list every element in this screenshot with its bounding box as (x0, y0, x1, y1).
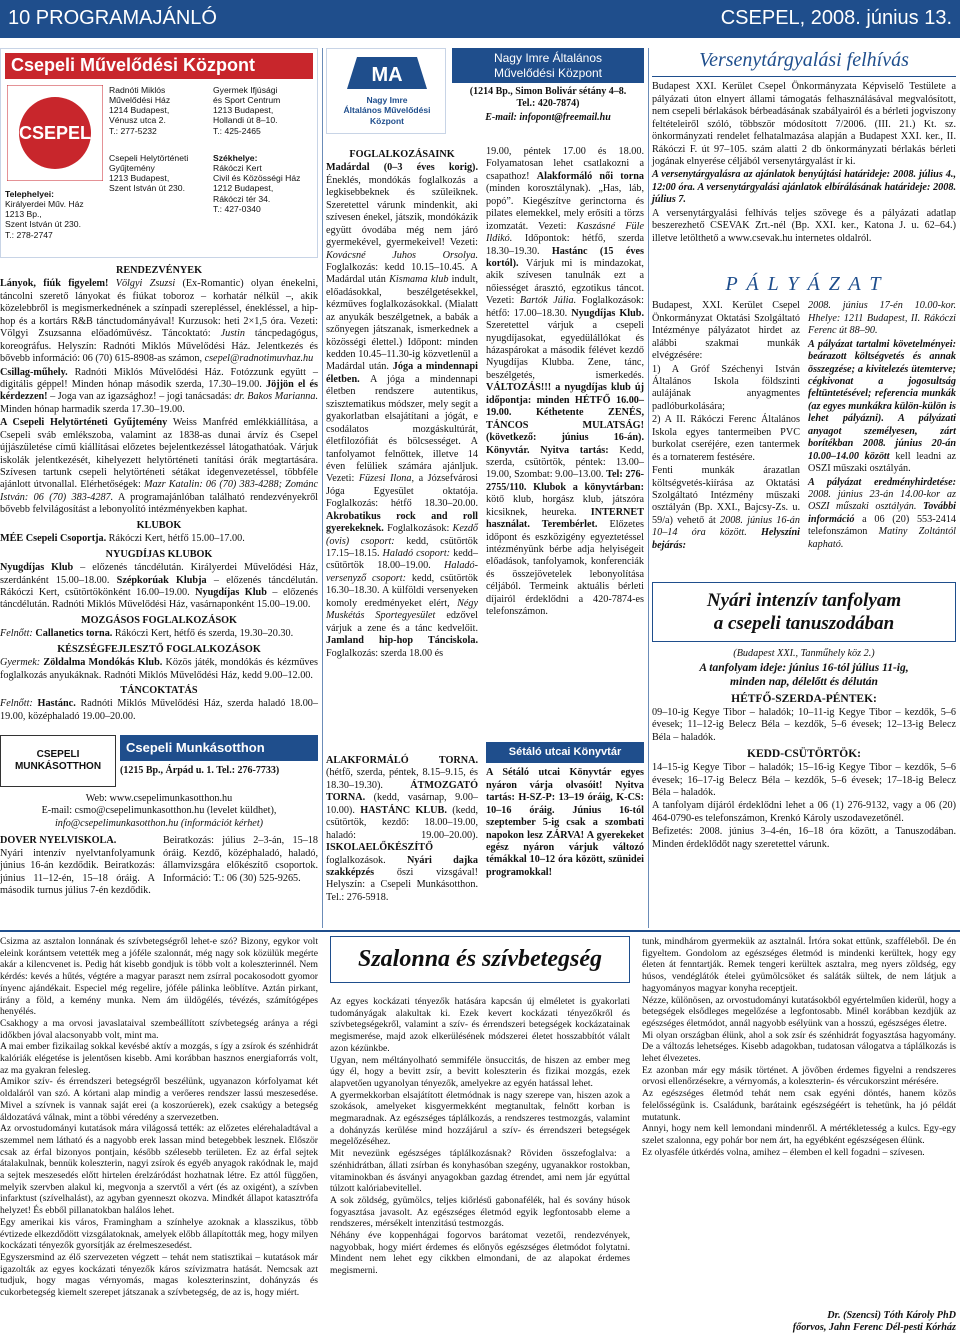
ma-col1-9-i: Négy Muskétás Sportegyesület (326, 597, 478, 622)
ma-col1-9-t: edzővel várjuk a zene és a tánc kedvelőit. (326, 610, 478, 634)
ma-col1-8-t: kedd, csütörtök 16.30–18.30. A külföldi versenyeken komoly eredményeket elért, (326, 572, 479, 609)
szekhelye-address: Rákóczi Kert Civil és Közösségi Ház 1212 Budapest, Rákóczi tér 34. T.: 427-0340 (213, 163, 301, 214)
ma-col1-6-t: kedd, csütörtök 17.15–18.15. (326, 535, 478, 559)
dover-right: Beiratkozás: július 2–3-án, 15–18 óráig. Kezdő, középhaladó, haladó, államvizsgára előkészítő csoportok. Információ: T.: 06 (30) 525-9265. (163, 835, 318, 884)
ma-col2-1-b: Alakformáló női torna (536, 170, 644, 182)
uszoda-addr: (Budapest XXI., Tanműhely köz 2.) (733, 648, 875, 660)
ma-col1-2-i: Kismama klub (389, 274, 452, 286)
ma-col1b-text (326, 755, 478, 904)
p3-lead: A Csepeli Helytörténeti Gyűjtemény (0, 417, 168, 429)
uszoda-info: A tanfolyam díjáról érdeklődni lehet a 06 (1) 276-9132, vagy a 06 (20) 464-0790-es telefonszámon, Krenkó Károly uszodavezetőnél. (652, 800, 956, 824)
ma-col1b-4-b: Nyári dajka szakképzés (326, 854, 478, 878)
helytorteneti-address: Csepeli Helytörténeti Gyűjtemény 1213 Budapest, Szent István út 230. (109, 153, 189, 194)
csmk-banner: Csepeli Munkásotthon (120, 735, 318, 761)
setalo-title: Sétáló utcai Könyvtár (486, 742, 644, 763)
ma-col1b-2-b: HASTÁNC KLUB. (360, 804, 453, 816)
ma-col2-7-b: Könyvtár. Nyitva tartás: (486, 444, 620, 456)
ma-col1-4-i: Füzesi Ilona, (358, 473, 419, 485)
nyugd2-lead: Nyugdíjas Klub (195, 586, 267, 598)
svg-text:CSEPEL: CSEPEL (18, 123, 92, 143)
mozgasos-text: Rákóczi Kert, hétfő és szerda, 19.30–20.30. (114, 628, 294, 640)
palyazat-right3: 2008. június 23-án 14.00-kor az OSZI műszaki osztályán. (808, 488, 956, 513)
ma-col2-3-b: Hastánc (15 éves kortól). (486, 245, 644, 269)
ma-col1-3-t: A jóga a mindennapi életben rendszere autentikus, szisztematikus módszer, mely segít a gyakorlatban elsajátítani a jógát, e csodálatos mozgáskultúrát, életfilozófiát és bölcsességet. A tanfolyamot felnőttek, illetve 14 éven felüliek számára ajánljuk. Vezeti: (326, 373, 478, 485)
ma-col1-3-b: Jóga a mindennapi életben. (326, 361, 478, 385)
ma-col1-6-i: Kezdő (ovis) csoport: (326, 523, 479, 547)
ma-col2-0-t: 19.00, péntek 17.00 és 18.00. Folyamatosan lehet csatlakozni a csapathoz! (486, 146, 644, 182)
cmk-title: Csepeli Művelődési Központ (5, 53, 313, 79)
keszseg-lead: Gyermek: (0, 657, 41, 669)
uszoda-hsp: HÉTFŐ-SZERDA-PÉNTEK: (731, 692, 877, 705)
ma-col1b-1-t: (kedd, vasárnap, 9.00–10.00). (326, 792, 479, 816)
ma-col2-2-t: Időpontok: hétfő, szerda 18.30–19.30. (486, 233, 644, 257)
p3-names: Mazr Katalin: 06 (70) 383-4288; Zománc István: 06 (70) 383-4287. (0, 479, 319, 503)
ma-col1-5-b: Akrobatikus rock and roll gyerekeknek. (326, 510, 478, 535)
ma-col1-0-t: Éneklés, mondókás foglalkozás a legkisebbeknek és szüleiknek. Szeretettel várunk mindenkit, aki szívesen énekel, játszik, mondókázik együtt óvodába még nem járó gyermekével, gyermekeivel! Vezeti: (326, 174, 478, 249)
szalonna-author-box (642, 1310, 956, 1335)
ma-col1-7-t: kedd–csütörtök 18.00–19.00. (326, 548, 478, 572)
szep-lead: Szépkorúak Klubja (116, 574, 207, 586)
tanc-title: TÁNCOKTATÁS (120, 685, 198, 696)
tanc-text: Radnóti Miklós Művelődési Ház, szerda haladó 18.00–19.00, középhaladó 19.00–20.00. (0, 698, 318, 722)
ma-col1-0-b: Madárdal (0–3 éves korig). (326, 162, 478, 174)
uszoda-kcs: KEDD-CSÜTÖRTÖK: (747, 748, 861, 761)
ma-col2-5-t: Szeretettel várjuk a csepeli nyugdíjasokat, egyedülállókat és házaspárokat a második félévet kezdő Nyugdíjas Klubba. Zene, tánc, beszélgetés, ismerkedés. (486, 320, 644, 381)
cmk-info-box (0, 48, 318, 258)
setalo-box (486, 742, 644, 880)
palyazat-item2: 2) A II. Rákóczi Ferenc Általános Iskola egyes tantermeiben PVC burkolat cseréjére, ezen tantermek és a tornaterem festésére. (652, 414, 800, 463)
csmk-web[interactable]: Web: www.csepelimunkasotthon.hu (85, 793, 233, 804)
dover-title: DOVER NYELVISKOLA. (0, 835, 117, 847)
ma-col2-4-i: Bartók Júlia. (519, 295, 582, 307)
telephelyei-label: Telephelyei: (5, 189, 55, 199)
mozgasos-bold: Callanetics torna. (35, 628, 113, 640)
klubok-lead: MÉE Csepeli Csoportja. (0, 533, 107, 545)
section-divider (0, 930, 960, 932)
ma-col1b-1-b: ÁTMOZGATÓ TORNA. (326, 779, 478, 804)
rendezvenyek-section (0, 262, 318, 724)
ma-col1 (326, 146, 478, 661)
column-divider-1 (322, 48, 323, 928)
p2: Radnóti Miklós Művelődési Ház. Fotózzunk együtt – digitális géppel! Minden hónap második szerda, 17.30–19.00. (0, 366, 319, 390)
nyugd2-text: – előzenés táncdélután. Radnóti Miklós Művelődési Ház, vasárnaponként 15.00–19.00. (0, 586, 319, 611)
klubok-title: KLUBOK (136, 519, 182, 531)
column-divider-2 (648, 48, 649, 928)
mozgasos-lead: Felnőtt: (0, 628, 33, 640)
szekhelye-label: Székhelye: (213, 153, 258, 163)
verseny-title: Versenytárgyalási felhívás (652, 48, 956, 77)
p1-rest: (Ex-Romantic) olyan énekelni, táncolni szerető lányokat és fiúkat toboroz – korhatár nélkül –, akik közelebbről is megismerkednének a színpadi szerepléssel, énekléssel, a hip-hop és a kortárs R&B tánctudományával! Kurzusok: heti 2×1,5 óra. Vezeti: Völgyi Zsuzsanna előadóművész. Táncoktató: (0, 278, 319, 340)
csmk-address: (1215 Bp., Árpád u. 1. Tel.: 276-7733) (120, 764, 280, 776)
keszseg-bold: Zöldalma Mondókás Klub. (43, 657, 163, 669)
palyazat-right3-c: a 06 (20) 553-2414 telefonszámon (808, 513, 957, 538)
p2b: – Joga van az igazsághoz! – jogi tanácsadás: (50, 391, 232, 403)
ma-banner: Nagy Imre Általános Művelődési Központ (452, 48, 644, 83)
uszoda-lead: A tanfolyam ideje: június 16-tól július 11-ig, minden nap, délelőtt és délután (699, 661, 909, 688)
p3-end: A programajánlóban található rendezvényekről bővebb felvilágosítást a lebonyolító intézményekben kaphat. (0, 491, 319, 516)
csmk-section (0, 735, 318, 899)
ma-col2-4-t: Foglalkozások: hétfő: 17.00–18.30. (486, 295, 644, 319)
verseny-text2: A versenytárgyalásra az ajánlatok benyújtási határideje: 2008. július 4., 12:00 óra. A versenytárgyalási ajánlatok elbírálásának határideje: 2008. július 7. (652, 169, 956, 206)
p3: Weiss Manfréd emlékkiállítása, a Csepeli sváb emlékszoba, valamint az 1838-as dunai árvíz és Csepel újjászületése című kiállításai előzetes bejelentkezéssel látogathatóak. Várjuk iskolák jelentkezését, kihelyezett helytörténeti tanítási órák megtartására. Szívesen tartunk csepeli helytörténeti sétákat idegenvezetéssel, többféle ajánlott útvonallal. Elérhetőségek: (0, 417, 318, 491)
palyazat-right2: A pályázat tartalmi követelményei: beárazott költségvetés és annak összegzése; a kivitelezés ütemterve; cégkivonat a jogosultság feltüntetésével; referencia munkák (az egyes munkákra külön-külön is lehet pályázni). A pályázati anyagot személyesen, zárt borítékban (808, 338, 956, 450)
keszseg-title: KÉSZSÉGFEJLESZTŐ FOGLALKOZÁSOK (57, 643, 261, 655)
ma-col2-10-t: Előzetes időpont és eszközigény egyeztetéssel intézményünk bérbe adja helyiségeit előadások, tanfolyamok, konferenciák és összejövetelek lebonyolítása céljából. Termeink aktuális bérleti díjairól érdeklődni a 420-7874-es telefonszámon. (486, 519, 644, 618)
ma-col1-text (326, 162, 478, 660)
p1-email[interactable]: csepel@radnotimuvhaz.hu (204, 353, 314, 365)
ma-col1b-4-t: őszi vizsgával! Helyszín: a Csepeli Munkásotthon. Tel.: 276-5918. (326, 866, 479, 903)
verseny-section (652, 48, 956, 246)
palyazat-right3-name: Matiny Zoltántól kapható. (808, 526, 956, 550)
nyugdijas-text: – előzenés táncdélután. Királyerdei Művelődési Ház, szerdánként 15.00–18.00. (0, 562, 318, 586)
ma-col2-7-t: Kedd, szerda, csütörtök, péntek: 13.00–19.00, Szombat: 9.00–13.00. (486, 444, 644, 481)
p1-name: Völgyi Zsuzsi (115, 278, 176, 290)
ma-col1-8-i: Haladó-versenyző csoport: (326, 560, 478, 584)
nyugdijas-lead: Nyugdíjas Klub (0, 562, 74, 574)
ma-title: FOGLALKOZÁSAINK (349, 149, 455, 160)
keszseg-text: Közös játék, mondókás és kézműves foglalkozás anyukáknak. Radnóti Miklós Művelődési Ház, kedd 9.00–12.00. (0, 657, 318, 681)
page-header (0, 0, 960, 38)
ma-col1b-3-b: ISKOLAELŐKÉSZÍTŐ (326, 842, 434, 854)
ma-col2-6-b: VÁLTOZÁS!!! a nyugdíjas klub új időpontja: minden HÉTFŐ 16.00–19.00. Kéthetente ZENÉS, TÁNCOS MULATSÁG! (következő: június 16-án). (486, 382, 644, 444)
szalonna-left-text: Csizma az asztalon lonnának és szívbetegségről lehet-e szó? Bizony, egykor volt eleink korántsem vetették meg a jóféle szalonnát, még nagy sok közülük megérte akár a kilencvenet is. Pedig hát kisebb gondjuk is több volt a koleszterinnél. Nem kérdés: kevés a hűtés, végtére a magyar paraszt nem zsírral pocakosodott gyomor ínyenc ajándékait. Especiel még regelire, jóféle pálinka leöblítve. Aztán pirkant, irány a föld, a kemény munka. Nem ám üldögélés, tévézés, számítógépes henyélés. Csakhogy a ma orvosi javaslataival szembeállított szívbetegség aránya a régi időkben jóval alacsonyabb volt, mint ma. A mai ember fizikailag sokkal kevésbé aktív a mozgás, s így a zsírok és szénhidrát kalóriák elégetése is jelentősen kisebb. Ami korábban hasznos energiaforrás volt, az ma gyakran felesleg. Amikor szív- és érrendszeri betegségről beszélünk, ugyanazon kórfolyamat két oldaláról van szó. A kórtani alap mindig a verőeres rendszer lassú meszesedése. Mivel a szívnek is vannak saját erei (a koszorúerek), ezek csakúgy a betegség áldozatává válnak, mint a többi véredény a szervezetben. Az orvostudományi kutatások mára világossá tették: az előzetes elérehaladtával a szemmel nem látható és a nagyobb erek lassan mind betegebbek lesznek. Először csak az érfal bizonyos pontjain, később szélesebb területen. Ez az érfal sejtek átalakulnak, bennük koleszterin, nagyi zsírok és egyéb anyagok rakódnak le, majd a sejtek meszesedés előtt hirtelen érelzáródást hozhatnak létre. Ez attól függően, melyik szervben alakul ki, megvonja a szervtől a vért (és az oxigént), a szívben infarktust (szívelhalást), az agyban gyenneszt okozva. Mindkét állapot katasztrófa helyzet! És ebből pillanatokban halálos lehet. Egy amerikai kis város, Framingham a színhelye azoknak a klasszikus, több évtizede elkezdődött vizsgálatoknak, amelyek előbb állapították meg, hogy milyen kockázati tényezők gyorsítják az érelmeszesedést. Egyszersmind az élő szervezeten végzett – tehát nem statisztikai – kutatások már igazolták az egyes kockázati tényezők káros szívizmatra hatását. Nemcsak azt tudjuk, hogy magas vérnyomás, magas koleszterinszint, dohányzás és cukorbetegség kiemelt szerepet játszanak a szívbetegség, de az is, hogy miért. (0, 936, 318, 1299)
ma-col2-text (486, 146, 644, 619)
setalo-text: A Sétáló utcai Könyvtár egyes nyáron várja olvasóit! Nyitva tartás: H-SZ-P: 13–19 óráig, K-CS: 10–16 óráig. Június 16-tól szeptember 5-ig csak a szombati napokon lesz ZÁRVA! A gyerekeket egész nyáron várjuk változó témákkal 10–12 óra között, szünidei programokkal! (486, 767, 644, 878)
palyazat-right2-b: 2008. június 20-án 10.00–14.00 között (808, 438, 956, 462)
ma-col2-1-t: (minden korosztálynak). „Has, láb, popó”. Kiegészítve gerinctorna és pilates elemekkel, mely erősíti a törzs izomzatát. Vezeti: (486, 183, 644, 232)
palyazat-left: Budapest, XXI. Kerület Csepel Önkormányzat Oktatási Szolgáltató Intézménye pályázatot hirdet az alábbi szakmai munkák elvégzésére: (652, 300, 800, 362)
ma-col1b-3-t: foglalkozások. (326, 854, 407, 866)
ma-col1-10-b: Jamland hip-hop Tánciskola. (326, 635, 478, 647)
ma-col2-8-t: kötő klub, horgász klub, játszóra kicsiknek, heureka. (486, 494, 644, 518)
uszoda-section (652, 582, 956, 852)
mozgasos-title: MOZGÁSOS FOGLALKOZÁSOK (81, 614, 237, 626)
ma-address: (1214 Bp., Simon Bolivár sétány 4–8. Tel.: 420-7874) (469, 86, 627, 110)
verseny-text1: Budapest XXI. Kerület Csepel Önkormányzata Képviselő Testülete a pályázati úton elnyert állami támogatás felhasználásával megvalósított, nem csepeli bérlakások bérbeadásának szabályairól és a bérleti jogviszony feltételeiről szóló, többször módosított 7/2006. (III. 21.) Kt. sz. önkormányzati rendelet felhatalmazása alapján a Budapest XXI. ker., II. Rákóczi F. út 97–105. szám alatti 2 db önkormányzati bérlakás bérleti jogának elnyerése céljából versenytárgyalást ír ki. (652, 81, 956, 168)
ma-col1b-0-b: ALAKFORMÁLÓ TORNA. (326, 755, 478, 766)
palyazat-right2-c: kell leadni az OSZI műszaki osztályán. (808, 450, 956, 475)
szalonna-author: Dr. (Szencsi) Tóth Károly PhD (827, 1310, 956, 1321)
ma-col2 (486, 146, 644, 620)
tanc-bold: Hastánc. (37, 698, 76, 710)
issue-date: CSEPEL, 2008. június 13. (720, 7, 952, 29)
szalonna-author-title: főorvos, Jahn Ferenc Dél-pesti Kórház (792, 1322, 956, 1334)
szalonna-left (0, 936, 318, 1336)
csmk-email2[interactable]: info@csepelimunkasotthon.hu (információt kérhet) (54, 817, 264, 829)
palyazat-section (652, 272, 956, 553)
p1-end: táncpedagógus, koreográfus. Helyszín: Radnóti Miklós Művelődési Ház. Jelentkezés és bővebb információ: 06 (70) 615-8908-as számon, (0, 328, 319, 365)
ma-col1-10-t: Foglalkozás: szerda 18.00 és (326, 647, 444, 659)
csmk-logo: CSEPELI MUNKÁSOTTHON (0, 735, 116, 787)
tanc-lead: Felnőtt: (0, 698, 33, 710)
szalonna-title: Szalonna és szívbetegség (330, 936, 630, 983)
uszoda-befiz: Befizetés: 2008. június 3–4-én, 16–18 óra között, a Tanuszodában. Minden érdeklődőt nagy szeretettel várunk. (652, 826, 956, 850)
p2-end: Minden hónap harmadik szerda 17.30–19.00. (0, 403, 185, 415)
radnoti-address: Radnóti Miklós Művelődési Ház 1214 Budapest, Vénusz utca 2. T.: 277-5232 (109, 85, 171, 136)
p2-bold: Jöjjön el és kérdezzen! (0, 378, 319, 403)
ma-col1-2-t: indult, előadásokkal, beszélgetésekkel, kézműves foglalkozásokkal. (Mialatt az anyukák beszélgetnek, a babák a szőnyegen játszanak, ismerkednek a közösségi élettel.) Időpont: minden kedden 10.45–11.30-ig közvetlenül a Madárdal után. (326, 274, 478, 373)
ma-col1b-0-t: (hétfő, szerda, péntek, 8.15–9.15, és 18.30–19.30). (326, 767, 478, 791)
cmk-logo (7, 85, 103, 181)
ma-col2-8-b: Tel: 276-2755/110. Klubok a könyvtárban: (486, 469, 644, 493)
palyazat-left2-b: Helyszíni bejárás: (652, 527, 800, 551)
csmk-email[interactable]: E-mail: csmo@csepelimunkasotthon.hu (levelet küldhet), (41, 805, 277, 817)
p1-teacher: Justin (220, 328, 245, 340)
ma-col1-7-i: Haladó csoport: (382, 548, 454, 559)
uszoda-hsp-text: 09–10-ig Kegye Tibor – haladók; 10–11-ig Kegye Tibor – kezdők, 5–6 évesek; 11–12-ig Belecz Béla – kezdők, 5–6 évesek; 12–13-ig Belecz Béla – haladók. (652, 706, 956, 743)
palyazat-right3-b: A pályázat eredményhirdetése: (808, 476, 956, 488)
szalonna-right-text: tunk, mindhárom gyermekük az asztalnál. Írtóra sokat ettünk, szafféleből. De én figyeltem. Gondolom az egészséges életmód is mindenki kerültek, hogy egy életen át fenntartják. Remek tengeri kerültek asztalra, meg nyers zöldség, egy húsos, vendéglátók ételei gyümölcsöket és saláták sültek, de nem látjuk a hagyományos magyar konyha receptjeit. Nézze, különösen, az orvostudományi kutatásokból egyértelműen kiderül, hogy a betegségek elsődleges megelőzése a legfontosabb. Minél korábban kezdjük az egészséges életmódot, annál nagyobb esélyünk van a hosszú, egészséges életre. Mi olyan országban élünk, ahol a sok zsír és szénhidrát fogyasztása hagyomány. De a változás lehetséges. Kisebb adagokban, tudatosan válogatva a táplálkozás is lehet élvezetes. Ez azonban már egy másik történet. A jövőben érdemes figyelni a rendszeres orvosi ellenőrzésekre, a vérnyomás, a koleszterin- és vércukorszint mérésére. Az egészséges életmód tehát nem csak egyéni döntés, hanem közös felelősségünk is. Családunk, barátaink egészségéért is tehetünk, ha jó példát mutatunk. Annyi, hogy nem kell lemondani mindenről. A mértékletesség a kulcs. Egy-egy szelet szalonna, egy pohár bor nem árt, ha egyébként egészségesen élünk. Ez olyasféle útkérdés volna, amihez – élemben el kell fogadni – szívesen. (642, 936, 956, 1158)
palyazat-left2: Fenti munkák árazatlan költségvetés-kiírása az Oktatási Szolgáltató Intézmény műszaki osztályán (Bp. XXI., Bajcsy-Zs. u. 59/a) vehető át (652, 465, 800, 526)
gyermek-address: Gyermek Ifjúsági és Sport Centrum 1213 Budapest, Hollandi út 8–10. T.: 425-2465 (213, 85, 281, 136)
szalonna-right (642, 936, 956, 1306)
ma-col1-1-t: Foglalkozás: kedd 10.15–10.45. A Madárdal után (326, 261, 478, 286)
ma-logo-sub: Nagy Imre Általános Művelődési Központ (343, 95, 431, 126)
uszoda-kcs-text: 14–15-ig Kegye Tibor – haladók; 15–16-ig Kegye Tibor – kezdők, 5–6 évesek; 16–17-ig Belecz Béla – kezdők, 5–6 évesek; 17–18-ig Belecz Béla – haladók. (652, 762, 956, 799)
palyazat-right: 2008. június 17-én 10.00-kor. Hhelye: 1211 Budapest, II. Rákóczi Ferenc út 88–90. (808, 300, 956, 337)
ma-col2-2-i: Kaszásné Füle Ildikó. (486, 220, 644, 245)
ma-col2-5-b: Nyugdíjas Klub. (571, 307, 644, 319)
ma-col1-4-t: a Józsefvárosi Jóga Egyesület oktatója. Foglalkozás: hétfő 18.30–20.00. (326, 473, 478, 510)
ma-logo (326, 48, 446, 134)
svg-text:MA: MA (371, 64, 403, 86)
ma-col2-3-t: Várjuk mi is mindazokat, akik szívesen tanulnák ezt a nőiességet árasztó, egzotikus táncot. Vezeti: (486, 257, 644, 307)
p1-lead: Lányok, fiúk figyelem! (0, 278, 109, 290)
ma-email[interactable]: E-mail: infopont@freemail.hu (485, 112, 611, 123)
ma-header (326, 48, 644, 138)
ma-col1-1-i: Kovácsné Juhos Orsolya. (326, 249, 478, 261)
szalonna-title-box (330, 936, 630, 983)
p2-lead: Csillag-műhely. (0, 366, 68, 378)
page-label: 10 PROGRAMAJÁNLÓ (8, 7, 217, 29)
ma-col1b (326, 755, 478, 905)
kiralyerdei-address: Királyerdei Műv. Ház 1213 Bp., Szent István út 230. T.: 278-2747 (5, 199, 84, 240)
klubok-text: Rákóczi Kert, hétfő 15.00–17.00. (108, 533, 245, 545)
uszoda-title: Nyári intenzív tanfolyam a csepeli tanuszodában (652, 582, 956, 642)
nyugdijas-title: NYUGDÍJAS KLUBOK (105, 548, 213, 560)
szalonna-mid (330, 996, 630, 1336)
palyazat-right3-b2: További információ (808, 501, 957, 525)
rendezvenyek-title: RENDEZVÉNYEK (115, 265, 203, 276)
dover-text: Nyári intenzív nyelvtanfolyamunk június 16-án kezdődik. Beiratkozás: június 11–12-én, 15–18 óráig. A második turnus július 7-én kezdődik. (0, 847, 155, 897)
ma-col1-5-t: Foglalkozások: (387, 523, 453, 535)
palyazat-left2-i: 2008. június 16-án 10–14 óra között. (652, 514, 800, 539)
szalonna-mid-text: Az egyes kockázati tényezők hatására kapcsán új elméletet is gyakorlati tudományágak alakultak ki. Ezek kevert kockázati tényezőkről és szívbetegségekről, valamint a szív- és érrendszeri betegségek kockázatainak megismerése, majd azok elkerülésének módszerei életet hosszabbítót válalt azon kézünkbe. Ugyan, nem méltányolható semmiféle önsuccitás, de hiszen az ember meg úgy él, hogy a bevitt zsír, a bevitt koleszterin és fizikai mozgás, ezek alapvetően ugyanolyan tényezők, amelyekre az egyén hatással lehet. A gyermekkorban elsajátított életmódnak is nagy szerepe van, hiszen azok a szokások, amelyeket kisgyermekként megtanultak, felnőtt korban is megmaradnak. Az egészséges táplálkozás, a rendszeres testmozgás, valamint a dohányzás kerülése mind hozzájárul a szív- és érrendszeri betegségek megelőzéséhez. Mit nevezünk egészséges táplálkozásnak? Röviden összefoglalva: a szénhidrátban, állati zsírban és konyhasóban szegény, ugyanakkor rostokban, vitaminokban és ásványi anyagokban gazdag étrendet, ami nem jár egyúttal túlzott kalóriabevitellel. A sok zöldség, gyümölcs, teljes kiőrlésű gabonafélék, hal és sovány húsok fogyasztása javasolt. Az egészséges életmód egyik legfontosabb eleme a rendszeres, mérsékelt intenzitású testmozgás. Néhány éve koppenhágai fogorvos barátomat vezetői, rendezvények, nagyobbak, hogy miért érdemes és előnyös egészséges életmódot folytatni. Mindent nem lehet egy cikkben elmondani, de az alapokat érdemes megismerni. (330, 996, 630, 1277)
palyazat-item1: 1) A Gróf Széchenyi István Általános Iskola földszinti aulájának anyagmentes padlóburkolására; (652, 363, 800, 412)
palyazat-title: P Á L Y Á Z A T (725, 273, 883, 295)
ma-col1b-2-t: (kedd, csütörtök, kezdő: 18.00–19.00, haladó: 19.00–20.00). (326, 804, 478, 841)
ma-col2-9-b: INTERNET használat. (486, 506, 644, 531)
ma-col2-10-b: Terembérlet. (541, 519, 610, 531)
verseny-text3: A versenytárgyalási felhívás teljes szövege és a pályázati adatlap beszerezhető CSEVAK Zrt.-nél (Bp. XXI. ker., Katona J. u. 62–64.) illetve letölthető a www.csevak.hu internetes oldalról. (652, 207, 956, 244)
p2-name: dr. Bakos Marianna. (234, 391, 319, 403)
szep-text: – előzenés táncdélután. Rákóczi Kert, csütörtökönként 16.00–19.00. (0, 574, 319, 598)
